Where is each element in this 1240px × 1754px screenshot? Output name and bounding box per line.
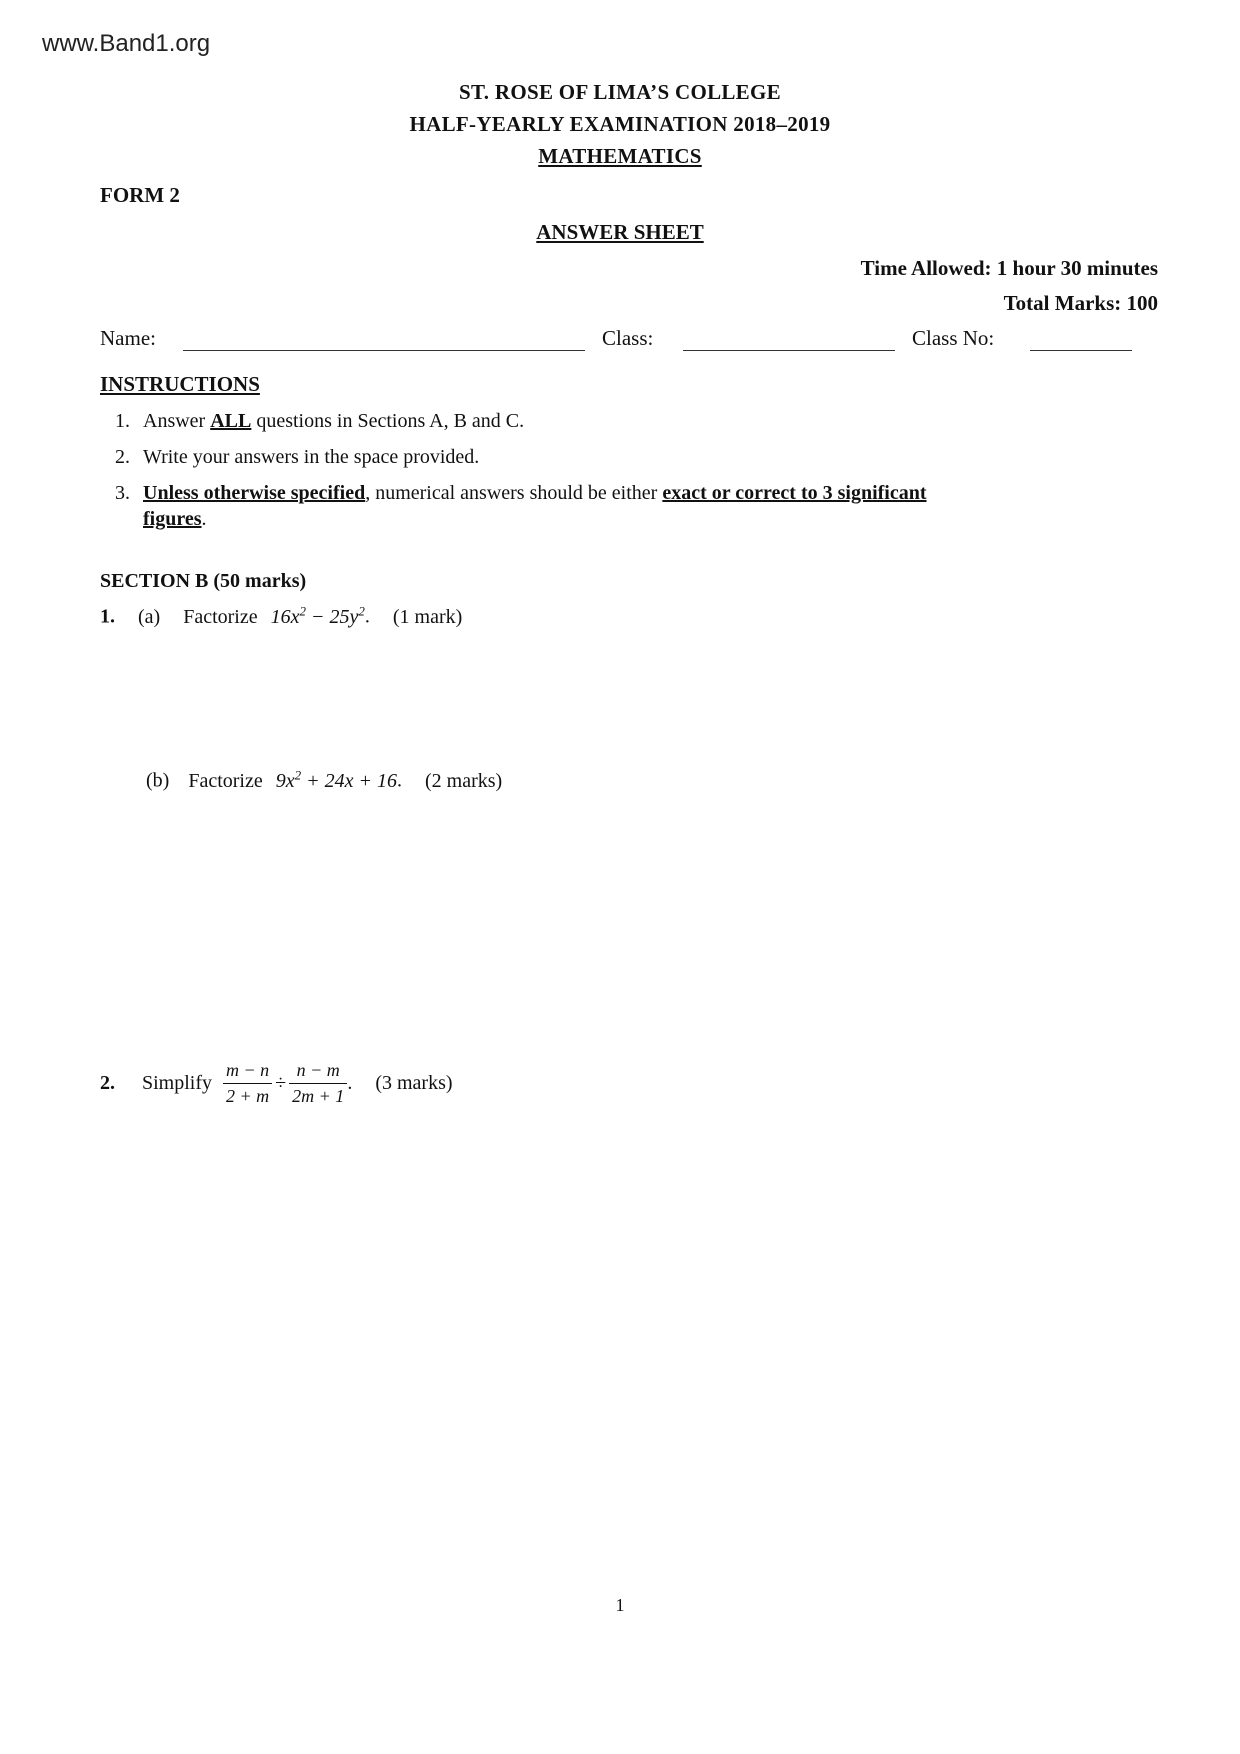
instruction-text: Answer: [143, 410, 211, 432]
total-marks: Total Marks: 100: [1003, 291, 1158, 315]
class-no-field[interactable]: [1030, 350, 1132, 351]
period: .: [397, 769, 402, 792]
instruction-number: 3.: [115, 482, 130, 504]
question-text: Factorize: [188, 769, 263, 792]
part-label: (a): [138, 605, 161, 628]
period: .: [347, 1072, 353, 1094]
math-expression: $9x^2 + 24x + 16$: [275, 767, 397, 792]
question-text: Factorize: [183, 605, 258, 628]
instruction-emphasis: ALL: [210, 410, 252, 432]
instruction-text: Write your answers in the space provided.: [143, 446, 480, 468]
time-allowed: Time Allowed: 1 hour 30 minutes: [860, 256, 1158, 280]
part-label: (b): [146, 769, 170, 792]
period: .: [364, 605, 370, 628]
instruction-text: , numerical answers should be either: [365, 482, 663, 504]
instruction-emphasis: figures: [143, 508, 202, 530]
class-field[interactable]: [683, 350, 895, 351]
question-1a: [100, 603, 462, 629]
divide-operator: ÷: [275, 1072, 287, 1094]
name-label: Name:: [100, 326, 156, 350]
instruction-emphasis: Unless otherwise specified: [143, 482, 366, 504]
instruction-item-3-continued: [143, 508, 207, 531]
question-2: [100, 1060, 453, 1107]
question-number: 2.: [100, 1072, 115, 1094]
instruction-item-1: [115, 410, 524, 433]
question-marks: (1 mark): [392, 605, 463, 628]
fraction-1: $\frac{m - n}{2 + m}$: [223, 1060, 272, 1107]
answer-sheet-title: ANSWER SHEET: [536, 220, 704, 244]
subject-title: MATHEMATICS: [538, 144, 702, 168]
instruction-item-2: [115, 446, 479, 469]
class-no-label: Class No:: [912, 326, 995, 350]
exam-title: HALF-YEARLY EXAMINATION 2018–2019: [409, 112, 831, 136]
instruction-item-3: [115, 482, 927, 505]
instruction-number: 2.: [115, 446, 130, 468]
question-1b: [146, 767, 502, 793]
form-level: FORM 2: [100, 183, 180, 207]
question-number: 1.: [100, 605, 115, 628]
class-label: Class:: [602, 326, 654, 350]
fraction-2: $\frac{n - m}{2m + 1}$: [289, 1060, 347, 1107]
instruction-emphasis: exact or correct to 3 significant: [662, 482, 927, 504]
math-expression: $16x^2 - 25y^2$: [270, 603, 365, 628]
page-number: 1: [615, 1595, 625, 1615]
section-title: SECTION B (50 marks): [100, 570, 307, 592]
name-field[interactable]: [183, 350, 585, 351]
watermark-url[interactable]: www.Band1.org: [42, 30, 211, 57]
instruction-text: .: [201, 508, 207, 530]
instruction-number: 1.: [115, 410, 130, 432]
question-marks: (3 marks): [375, 1072, 453, 1094]
school-name: ST. ROSE OF LIMA’S COLLEGE: [459, 80, 781, 104]
question-marks: (2 marks): [425, 769, 503, 792]
instructions-title: INSTRUCTIONS: [100, 372, 260, 396]
question-text: Simplify: [142, 1072, 213, 1094]
instruction-text: questions in Sections A, B and C.: [251, 410, 525, 432]
